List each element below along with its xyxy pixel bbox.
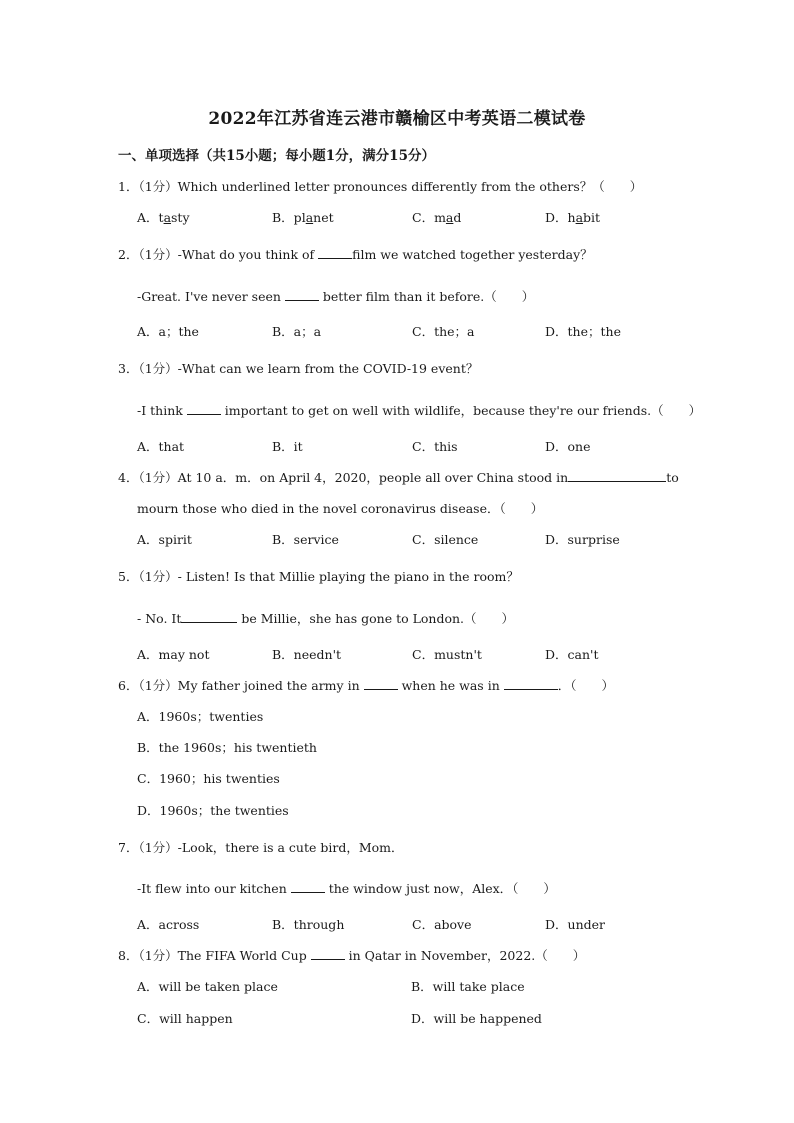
answer-blank[interactable]	[311, 947, 345, 960]
question-4-stem: 4．（1分）At 10 a．m．on April 4，2020，people all over China stood in to	[118, 470, 679, 485]
question-4-option-c[interactable]: C．silence	[412, 532, 479, 547]
question-8-option-c[interactable]: C．will happen	[137, 1011, 233, 1026]
question-1-option-d[interactable]: D．habit	[545, 210, 601, 225]
question-3-option-c[interactable]: C．this	[412, 439, 458, 454]
question-1-stem: 1．（1分）Which underlined letter pronounces differently from the others？（ ）	[118, 179, 643, 194]
question-2-line2: -Great. I've never seen better film than it before.（ ）	[137, 289, 535, 304]
question-2-option-b[interactable]: B．a；a	[272, 324, 322, 339]
question-1-option-c[interactable]: C．mad	[412, 210, 462, 225]
question-6-option-c[interactable]: C．1960；his twenties	[137, 771, 280, 786]
question-7-option-b[interactable]: B．through	[272, 917, 345, 932]
question-2-option-d[interactable]: D．the；the	[545, 324, 621, 339]
answer-blank[interactable]	[364, 677, 398, 690]
page-title: 2022年江苏省连云港市赣榆区中考英语二模试卷	[208, 109, 586, 129]
question-3-option-a[interactable]: A．that	[137, 439, 185, 454]
question-3-stem: 3．（1分）-What can we learn from the COVID-19 event？	[118, 361, 479, 376]
question-4-option-d[interactable]: D．surprise	[545, 532, 620, 547]
question-4-option-a[interactable]: A．spirit	[137, 532, 192, 547]
answer-blank[interactable]	[291, 880, 325, 893]
question-8-option-a[interactable]: A．will be taken place	[137, 979, 278, 994]
question-7-option-c[interactable]: C．above	[412, 917, 472, 932]
answer-blank[interactable]	[285, 288, 319, 301]
question-6-option-b[interactable]: B．the 1960s；his twentieth	[137, 740, 317, 755]
question-7-option-a[interactable]: A．across	[137, 917, 200, 932]
question-5-option-b[interactable]: B．needn't	[272, 647, 342, 662]
question-1-option-b[interactable]: B．planet	[272, 210, 334, 225]
question-6-stem: 6．（1分）My father joined the army in when he was in ．（ ）	[118, 678, 614, 693]
question-3-line2: -I think important to get on well with wildlife，because they're our friends.（ ）	[137, 403, 702, 418]
question-5-option-a[interactable]: A．may not	[137, 647, 210, 662]
question-2-option-a[interactable]: A．a；the	[137, 324, 199, 339]
question-3-option-d[interactable]: D．one	[545, 439, 591, 454]
question-5-option-c[interactable]: C．mustn't	[412, 647, 482, 662]
question-7-stem: 7．（1分）-Look，there is a cute bird，Mom．	[118, 840, 404, 855]
question-5-option-d[interactable]: D．can't	[545, 647, 599, 662]
answer-blank[interactable]	[504, 677, 558, 690]
question-1-option-a[interactable]: A．tasty	[137, 210, 190, 225]
section-heading: 一、单项选择（共15小题；每小题1分，满分15分）	[118, 148, 435, 164]
question-8-option-d[interactable]: D．will be happened	[411, 1011, 542, 1026]
answer-blank[interactable]	[181, 610, 237, 623]
question-6-option-d[interactable]: D．1960s；the twenties	[137, 803, 289, 818]
question-3-option-b[interactable]: B．it	[272, 439, 303, 454]
question-5-line2: - No. It be Millie，she has gone to London.（ ）	[137, 611, 515, 626]
question-2-stem: 2．（1分）-What do you think of film we watched together yesterday？	[118, 247, 593, 262]
answer-blank[interactable]	[318, 246, 352, 259]
answer-blank[interactable]	[187, 402, 221, 415]
question-4-option-b[interactable]: B．service	[272, 532, 339, 547]
answer-blank[interactable]	[568, 469, 666, 482]
question-8-stem: 8．（1分）The FIFA World Cup in Qatar in November，2022.（ ）	[118, 948, 586, 963]
question-2-option-c[interactable]: C．the；a	[412, 324, 475, 339]
question-6-option-a[interactable]: A．1960s；twenties	[137, 709, 264, 724]
question-7-line2: -It flew into our kitchen the window just now，Alex．（ ）	[137, 881, 556, 896]
question-4-line2: mourn those who died in the novel coronavirus disease．（ ）	[137, 501, 544, 516]
question-5-stem: 5．（1分）- Listen! Is that Millie playing the piano in the room？	[118, 569, 519, 584]
question-8-option-b[interactable]: B．will take place	[411, 979, 525, 994]
question-7-option-d[interactable]: D．under	[545, 917, 605, 932]
